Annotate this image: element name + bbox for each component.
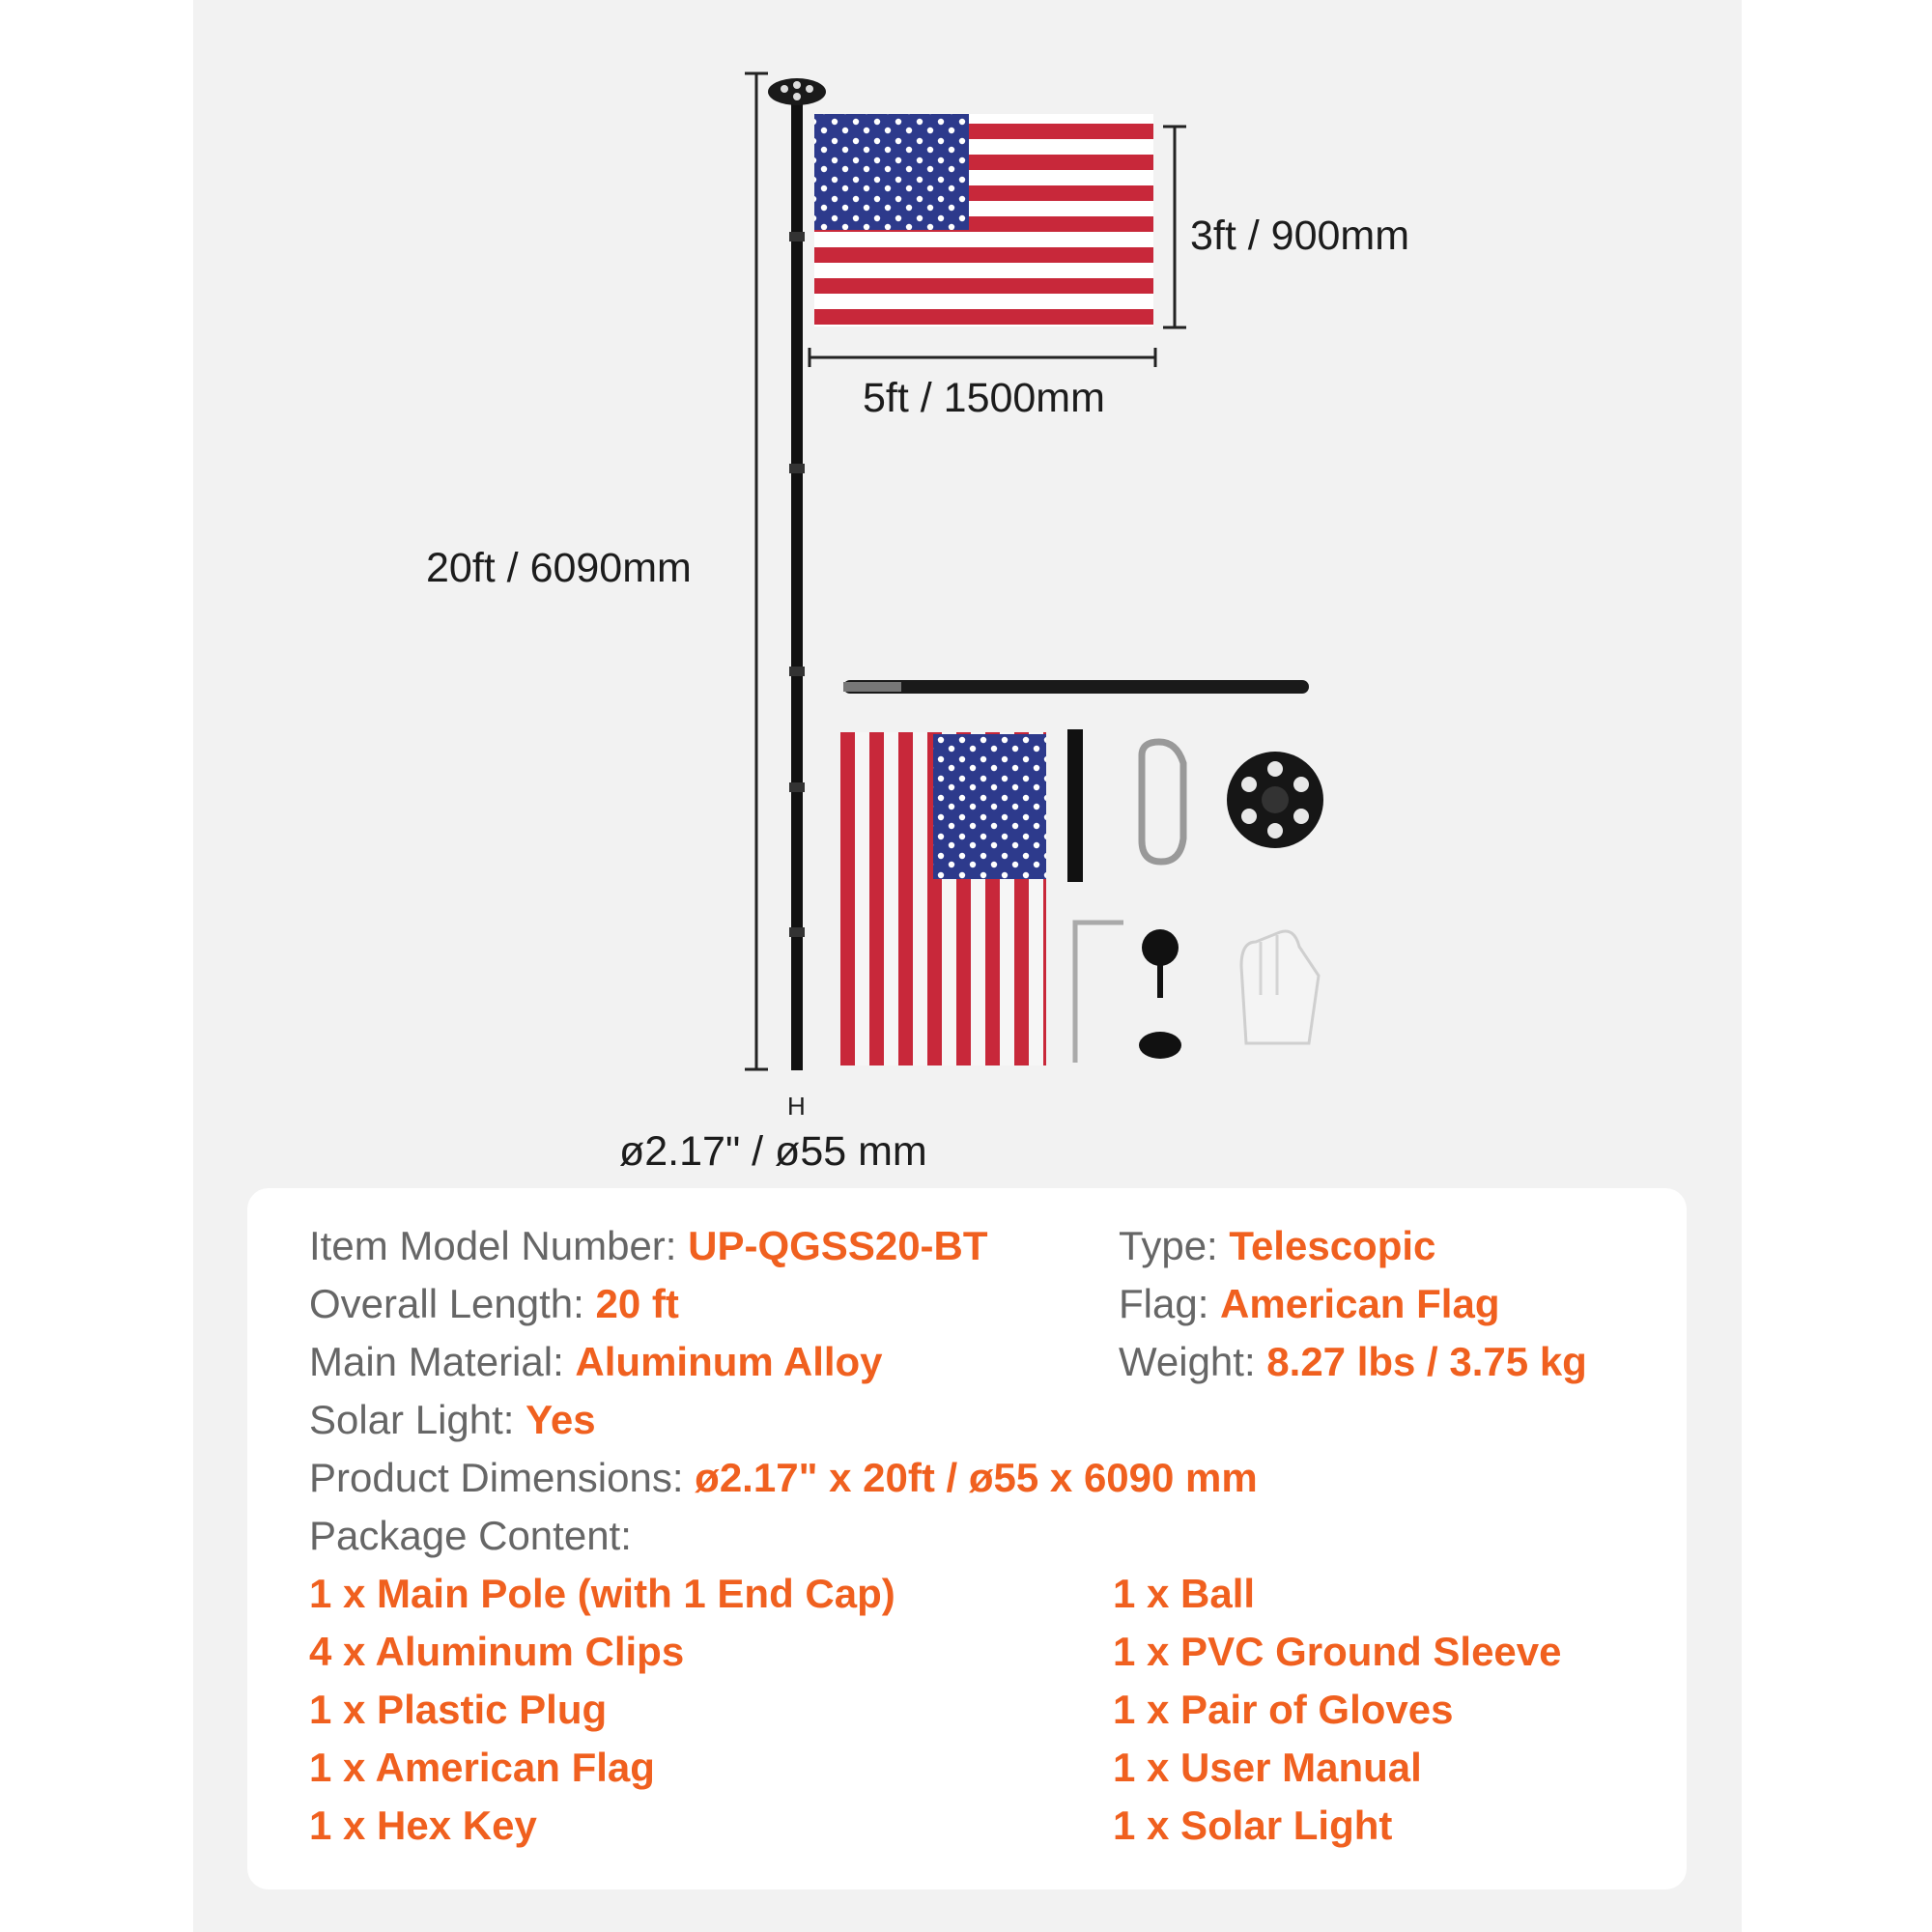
package-item: 1 x Solar Light [1113,1803,1393,1848]
package-item: 1 x Main Pole (with 1 End Cap) [309,1571,895,1616]
package-item: 4 x Aluminum Clips [309,1629,685,1674]
package-title: Package Content: [309,1513,632,1558]
package-item: 1 x PVC Ground Sleeve [1113,1629,1562,1674]
pole-height-dimension [745,73,768,1069]
plastic-plug-icon [1067,729,1083,882]
folded-flag-icon [840,732,1046,1065]
pole-height-label: 20ft / 6090mm [426,545,692,591]
spec-type: Type: Telescopic [1119,1223,1436,1268]
spec-card [247,1188,1687,1889]
package-item: 1 x Hex Key [309,1803,537,1848]
package-item: 1 x User Manual [1113,1745,1422,1790]
flag-width-dimension [810,348,1155,367]
flag-height-label: 3ft / 900mm [1190,213,1410,259]
spec-model: Item Model Number: UP-QGSS20-BT [309,1223,988,1268]
spec-flag: Flag: American Flag [1119,1281,1500,1326]
diameter-mark: H [787,1092,806,1121]
package-item: 1 x Pair of Gloves [1113,1687,1454,1732]
ball-icon [1142,929,1179,998]
package-item: 1 x Plastic Plug [309,1687,608,1732]
spec-solar: Solar Light: Yes [309,1397,596,1442]
flag-width-label: 5ft / 1500mm [863,375,1105,421]
end-cap-icon [1139,1032,1181,1059]
gloves-icon [1241,931,1319,1043]
flag-icon [814,114,1153,327]
solar-light-icon [1227,752,1323,848]
package-item: 1 x Ball [1113,1571,1256,1616]
pole-section-icon [843,680,1309,694]
hex-key-icon [1075,923,1123,1063]
spec-material: Main Material: Aluminum Alloy [309,1339,883,1384]
spec-dimensions: Product Dimensions: ø2.17" x 20ft / ø55 x 6090 mm [309,1455,1258,1500]
spec-length: Overall Length: 20 ft [309,1281,679,1326]
carabiner-clip-icon [1142,742,1183,862]
package-item: 1 x American Flag [309,1745,655,1790]
pole-diameter-label: ø2.17" / ø55 mm [619,1128,927,1175]
flag-height-dimension [1163,127,1186,327]
spec-weight: Weight: 8.27 lbs / 3.75 kg [1119,1339,1587,1384]
